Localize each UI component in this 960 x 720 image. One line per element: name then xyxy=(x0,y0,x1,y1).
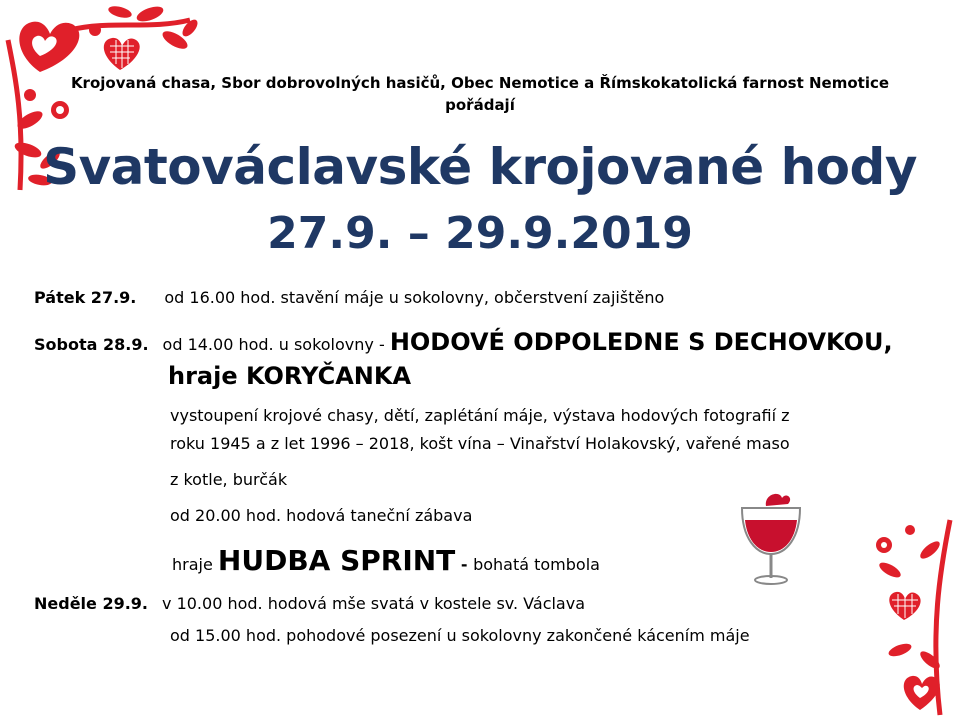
saturday-plays: hraje xyxy=(172,555,218,574)
friday-day: Pátek 27.9. xyxy=(34,288,137,307)
sunday-row xyxy=(34,594,585,613)
saturday-text: od 14.00 hod. u sokolovny - xyxy=(162,335,390,354)
sunday-day: Neděle 29.9. xyxy=(34,594,149,613)
saturday-day: Sobota 28.9. xyxy=(34,335,149,354)
organizers-verb: pořádají xyxy=(445,96,515,114)
saturday-details-3: z kotle, burčák xyxy=(170,470,288,489)
friday-row xyxy=(34,288,664,307)
saturday-band: hraje KORYČANKA xyxy=(168,362,412,390)
saturday-band2: HUDBA SPRINT xyxy=(217,544,456,577)
page-title: Svatováclavské krojované hody xyxy=(43,138,917,196)
folk-ornament-icon xyxy=(860,510,960,720)
saturday-details-2: roku 1945 a z let 1996 – 2018, košt vína – Vinařství Holakovský, vařené maso xyxy=(170,434,790,453)
organizers xyxy=(40,72,920,116)
saturday-dash: - xyxy=(455,555,474,574)
saturday-evening: od 20.00 hod. hodová taneční zábava xyxy=(170,506,473,525)
saturday-row xyxy=(34,328,893,356)
organizers-line: Krojovaná chasa, Sbor dobrovolných hasičů, Obec Nemotice a Římskokatolická farnost Nemotice xyxy=(70,74,890,92)
event-dates: 27.9. – 29.9.2019 xyxy=(267,208,693,259)
sunday-afternoon: od 15.00 hod. pohodové posezení u sokolovny zakončené kácením máje xyxy=(170,626,750,645)
sunday-text: v 10.00 hod. hodová mše svatá v kostele sv. Václava xyxy=(162,594,586,613)
wine-glass-icon xyxy=(736,490,806,590)
saturday-details-1: vystoupení krojové chasy, dětí, zaplétání máje, výstava hodových fotografií z xyxy=(170,406,790,425)
saturday-music-row xyxy=(172,544,600,577)
saturday-tombola: bohatá tombola xyxy=(473,555,600,574)
friday-text: od 16.00 hod. stavění máje u sokolovny, občerstvení zajištěno xyxy=(164,288,665,307)
saturday-highlight: HODOVÉ ODPOLEDNE S DECHOVKOU, xyxy=(389,328,893,356)
